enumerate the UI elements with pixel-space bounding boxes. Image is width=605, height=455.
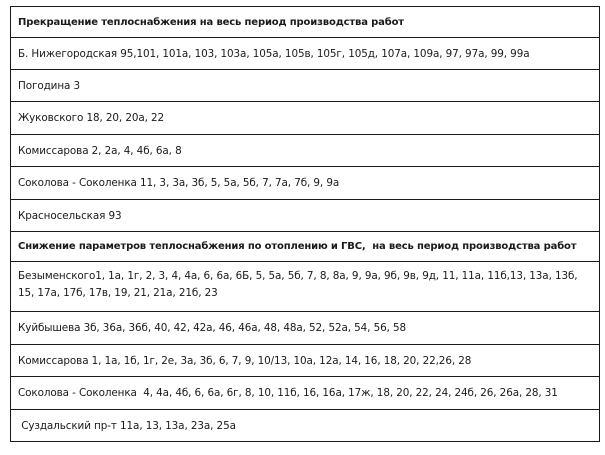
table-row	[11, 410, 599, 442]
table-row	[11, 38, 599, 70]
address-text: Соколова - Соколенка 4, 4а, 4б, 6, 6а, 6г, 8, 10, 11б, 16, 16а, 17ж, 18, 20, 22, 24, 24б, 26, 26а, 28, 31	[18, 387, 558, 399]
address-text: Жуковского 18, 20, 20а, 22	[18, 112, 165, 124]
section-header-text: Снижение параметров теплоснабжения по отоплению и ГВС, на весь период производства работ	[18, 241, 577, 252]
table-row	[11, 135, 599, 167]
table-row	[11, 345, 599, 377]
address-text: Комиссарова 2, 2а, 4, 4б, 6а, 8	[18, 144, 182, 157]
table-row	[11, 102, 599, 135]
address-text: Комиссарова 1, 1а, 1б, 1г, 2е, 3а, 3б, 6, 7, 9, 10/13, 10а, 12а, 14, 16, 18, 20, 22,26, 28	[18, 354, 472, 367]
address-text: Погодина 3	[18, 79, 80, 92]
address-text: Суздальский пр-т 11а, 13, 13а, 23а, 25а	[18, 419, 236, 432]
table-row	[11, 200, 599, 232]
address-text: Б. Нижегородская 95,101, 101а, 103, 103а, 105а, 105в, 105г, 105д, 107а, 109а, 97, 97а, 99, 99а	[18, 47, 530, 60]
address-text: Соколова - Соколенка 11, 3, 3а, 3б, 5, 5а, 5б, 7, 7а, 7б, 9, 9а	[18, 177, 340, 189]
table-row	[11, 312, 599, 345]
outage-table	[10, 6, 600, 442]
table-row	[11, 262, 599, 312]
address-text: Куйбышева 3б, 36а, 36б, 40, 42, 42а, 46, 46а, 48, 48а, 52, 52а, 54, 56, 58	[18, 322, 407, 334]
address-text: Красносельская 93	[18, 209, 122, 222]
table-row	[11, 377, 599, 410]
section-header-text: Прекращение теплоснабжения на весь период производства работ	[18, 16, 404, 28]
address-text: Безыменского1, 1а, 1г, 2, 3, 4, 4а, 6, 6а, 6Б, 5, 5а, 5б, 7, 8, 8а, 9, 9а, 9б, 9в, 9д, 11, 11а, 11б,13, 13а, 13б, 15, 17а, 17б, 17в, 19, 21, 21а, 21б, 23	[18, 270, 581, 299]
section-header-heat-stop	[11, 7, 599, 38]
section-header-heat-reduction	[11, 232, 599, 262]
table-row	[11, 167, 599, 200]
table-row	[11, 70, 599, 102]
